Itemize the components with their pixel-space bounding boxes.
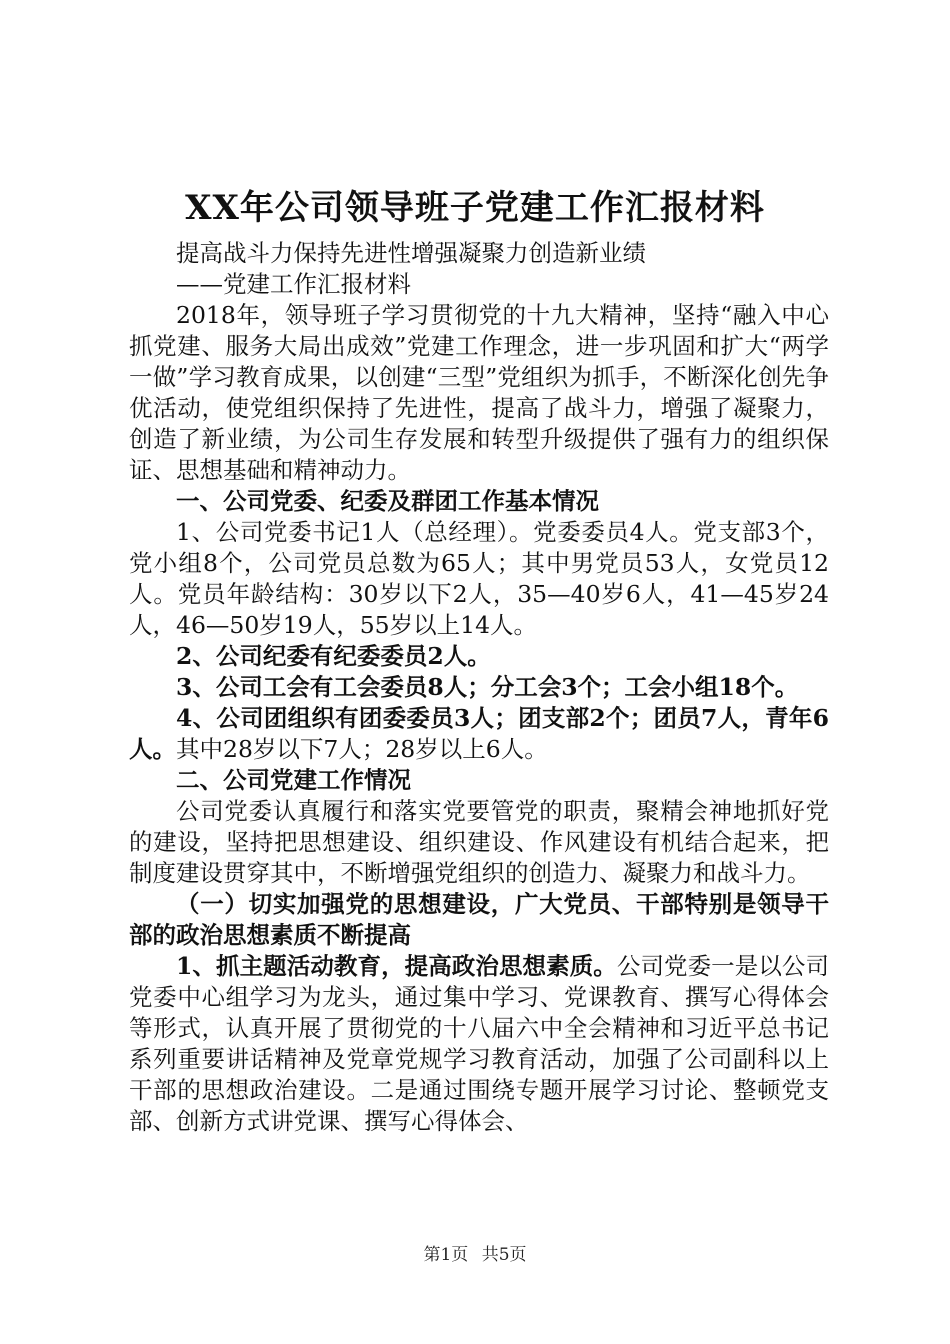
section-2-paragraph: 公司党委认真履行和落实党要管党的职责，聚精会神地抓好党的建设，坚持把思想建设、组织建设、作风建设有机结合起来，把制度建设贯穿其中，不断增强党组织的创造力、凝聚力和战斗力。 [129, 797, 829, 887]
list-item-2: 2、公司纪委有纪委委员2人。 [176, 642, 491, 670]
list-item-4-bold: 4、公司团组织有团委委员3人；团支部2个；团员7人，青年6人。 [129, 704, 829, 763]
subtitle-line-1: 提高战斗力保持先进性增强凝聚力创造新业绩 [176, 239, 646, 267]
page-number-total: 共5页 [481, 1245, 527, 1265]
document-body [129, 238, 829, 1137]
list-item-3: 3、公司工会有工会委员8人；分工会3个；工会小组18个。 [176, 673, 799, 701]
page-number-current: 第1页 [423, 1245, 469, 1265]
page-footer [0, 1243, 950, 1267]
intro-paragraph: 2018年，领导班子学习贯彻党的十九大精神，坚持“融入中心抓党建、服务大局出成效”党建工作理念，进一步巩固和扩大“两学一做”学习教育成果，以创建“三型”党组织为抓手，不断深化创先争优活动，使党组织保持了先进性，提高了战斗力，增强了凝聚力，创造了新业绩，为公司生存发展和转型升级提供了强有力的组织保证、思想基础和精神动力。 [129, 301, 829, 484]
list-item-5 [129, 951, 829, 1137]
list-item-5-bold: 1、抓主题活动教育，提高政治思想素质。 [176, 952, 617, 980]
section-heading-1: 一、公司党委、纪委及群团工作基本情况 [176, 487, 599, 515]
list-item-4 [129, 703, 829, 765]
subsection-heading-1: （一）切实加强党的思想建设，广大党员、干部特别是领导干部的政治思想素质不断提高 [129, 890, 829, 949]
document-title: XX年公司领导班子党建工作汇报材料 [185, 188, 765, 228]
list-item-1: 1、公司党委书记1人（总经理）。党委委员4人。党支部3个，党小组8个，公司党员总数为65人；其中男党员53人，女党员12人。党员年龄结构：30岁以下2人，35—40岁6人，41—45岁24人，46—50岁19人，55岁以上14人。 [129, 518, 829, 639]
subtitle-line-2: ——党建工作汇报材料 [176, 270, 411, 298]
list-item-5-rest: 公司党委一是以公司党委中心组学习为龙头，通过集中学习、党课教育、撰写心得体会等形式，认真开展了贯彻党的十八届六中全会精神和习近平总书记系列重要讲话精神及党章党规学习教育活动，加强了公司副科以上干部的思想政治建设。二是通过围绕专题开展学习讨论、整顿党支部、创新方式讲党课、撰写心得体会、 [129, 952, 829, 1135]
section-heading-2: 二、公司党建工作情况 [176, 766, 411, 794]
list-item-4-rest: 其中28岁以下7人；28岁以上6人。 [176, 735, 548, 763]
